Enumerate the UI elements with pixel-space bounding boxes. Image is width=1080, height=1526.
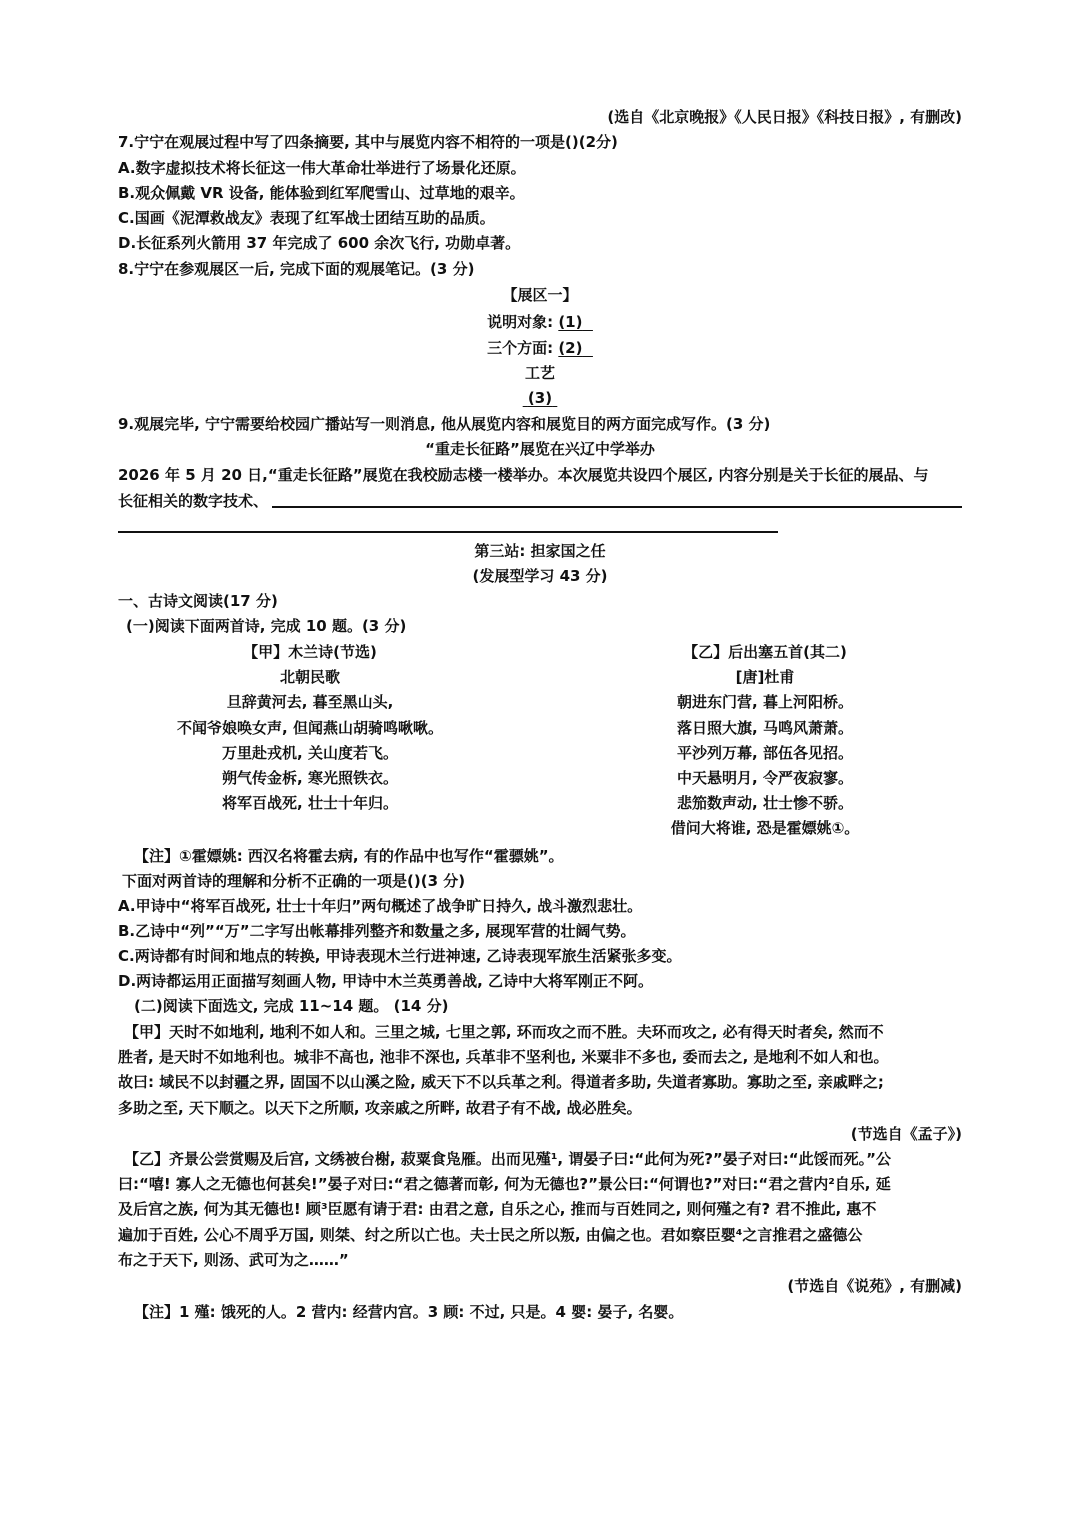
poem-jia-line: 旦辞黄河去, 暮至黑山头, bbox=[226, 693, 394, 712]
passage-jia-line: 胜者, 是天时不如地利也。城非不高也, 池非不深也, 兵革非不坚利也, 米粟非不多也, 委而去之, 是地利不如人和也。 bbox=[118, 1048, 889, 1066]
poem-yi-line: 朝进东门营, 暮上河阳桥。 bbox=[677, 693, 853, 712]
passage-jia-line: 【甲】天时不如地利, 地利不如人和。三里之城, 七里之郭, 环而攻之而不胜。夫环而攻之, 必有得天时者矣, 然而不 bbox=[124, 1023, 884, 1041]
q7-stem: 7.宁宁在观展过程中写了四条摘要, 其中与展览内容不相符的一项是()(2分) bbox=[118, 133, 618, 151]
q8-stem: 8.宁宁在参观展区一后, 完成下面的观展笔记。(3 分) bbox=[118, 260, 475, 278]
poem-yi-line: 借问大将谁, 恐是霍嫖姚①。 bbox=[670, 819, 860, 838]
poem-note: 【注】①霍嫖姚: 西汉名将霍去病, 有的作品中也写作“霍骠姚”。 bbox=[134, 847, 564, 865]
part-1-heading: (一)阅读下面两首诗, 完成 10 题。(3 分) bbox=[126, 617, 407, 635]
q9-stem: 9.观展完毕, 宁宁需要给校园广播站写一则消息, 他从展览内容和展览目的两方面完成写作。(3 分) bbox=[118, 415, 771, 433]
q10-option-d: D.两诗都运用正面描写刻画人物, 甲诗中木兰英勇善战, 乙诗中大将军刚正不阿。 bbox=[118, 972, 653, 990]
q8-object-label: 说明对象: bbox=[487, 313, 554, 331]
passage-jia-line: 故曰: 域民不以封疆之界, 固国不以山溪之险, 威天下不以兵革之利。得道者多助, 失道者寡助。寡助之至, 亲戚畔之; bbox=[118, 1073, 884, 1091]
passage-yi-line: 及后宫之族, 何为其无德也! 顾³臣愿有请于君: 由君之意, 自乐之心, 推而与百姓同之, 则何殣之有? 君不推此, 惠不 bbox=[118, 1200, 877, 1218]
q10-option-b: B.乙诗中“列”“万”二字写出帐幕排列整齐和数量之多, 展现军营的壮阔气势。 bbox=[118, 922, 636, 940]
poem-yi-line: 中天悬明月, 令严夜寂寥。 bbox=[677, 769, 853, 788]
poem-jia-line: 朔气传金柝, 寒光照铁衣。 bbox=[222, 769, 398, 788]
q7-option-b: B.观众佩戴 VR 设备, 能体验到红军爬雪山、过草地的艰辛。 bbox=[118, 184, 525, 202]
q10-option-c: C.两诗都有时间和地点的转换, 甲诗表现木兰行进神速, 乙诗表现军旅生活紧张多变。 bbox=[118, 947, 682, 965]
q8-aspects-row bbox=[0, 337, 1080, 359]
passage-jia-source: (节选自《孟子》) bbox=[850, 1125, 962, 1143]
station-title: 第三站: 担家国之任 bbox=[474, 542, 606, 560]
part-2-heading: (二)阅读下面选文, 完成 11~14 题。 (14 分) bbox=[134, 997, 449, 1015]
poem-jia-line: 万里赴戎机, 关山度若飞。 bbox=[222, 743, 398, 762]
q8-object-row bbox=[0, 311, 1080, 333]
q9-answer-line-1 bbox=[272, 506, 962, 508]
passage-yi-line: 【乙】齐景公尝赏赐及后宫, 文绣被台榭, 菽粟食凫雁。出而见殣¹, 谓晏子曰:“此何为死?”晏子对曰:“此馁而死。”公 bbox=[124, 1150, 891, 1168]
section-heading: 一、古诗文阅读(17 分) bbox=[118, 592, 278, 610]
q8-blank-1: (1) bbox=[558, 313, 583, 331]
poem-jia-line: 不闻爷娘唤女声, 但闻燕山胡骑鸣啾啾。 bbox=[177, 718, 443, 737]
q9-headline: “重走长征路”展览在兴辽中学举办 bbox=[425, 440, 655, 458]
poem-yi-title: 【乙】后出塞五首(其二) bbox=[683, 643, 847, 661]
q7-option-c: C.国画《泥潭救战友》表现了红军战士团结互助的品质。 bbox=[118, 209, 495, 227]
poem-yi-author: [唐]杜甫 bbox=[735, 668, 795, 687]
passage-note: 【注】1 殣: 饿死的人。2 营内: 经营内宫。3 顾: 不过, 只是。4 婴: 晏子, 名婴。 bbox=[134, 1303, 684, 1321]
station-subtitle: (发展型学习 43 分) bbox=[472, 567, 608, 585]
poem-yi-line: 平沙列万幕, 部伍各见招。 bbox=[677, 743, 853, 762]
passage-yi-line: 曰:“嘻! 寡人之无德也何甚矣!”晏子对曰:“君之德著而彰, 何为无德也?”景公曰:“何谓也?”对曰:“君之营内²自乐, 延 bbox=[118, 1175, 891, 1193]
passage-yi-source: (节选自《说苑》, 有删减) bbox=[787, 1277, 962, 1295]
q8-aspects-label: 三个方面: bbox=[487, 339, 554, 357]
q9-answer-line-2 bbox=[118, 531, 778, 533]
poem-yi-line: 悲笳数声动, 壮士惨不骄。 bbox=[677, 794, 853, 813]
source-citation: (选自《北京晚报》《人民日报》《科技日报》, 有删改) bbox=[607, 108, 962, 126]
q7-option-a: A.数字虚拟技术将长征这一伟大革命壮举进行了场景化还原。 bbox=[118, 159, 526, 177]
poem-yi bbox=[640, 640, 890, 842]
q10-stem: 下面对两首诗的理解和分析不正确的一项是()(3 分) bbox=[122, 872, 466, 890]
passage-yi-line: 遍加于百姓, 公心不周乎万国, 则桀、纣之所以亡也。夫士民之所以叛, 由偏之也。君如察臣婴⁴之言推君之盛德公 bbox=[118, 1226, 863, 1244]
q9-body-line-2: 长征相关的数字技术、 bbox=[118, 492, 269, 510]
poem-jia bbox=[150, 640, 470, 816]
poem-jia-line: 将军百战死, 壮士十年归。 bbox=[222, 794, 398, 813]
q8-area-title: 【展区一】 bbox=[502, 286, 578, 304]
passage-yi-line: 布之于天下, 则汤、武可为之……” bbox=[118, 1251, 349, 1269]
q9-body-line-1: 2026 年 5 月 20 日,“重走长征路”展览在我校励志楼一楼举办。本次展览共设四个展区, 内容分别是关于长征的展品、与 bbox=[118, 466, 929, 484]
poem-jia-title: 【甲】木兰诗(节选) bbox=[243, 643, 377, 661]
q10-option-a: A.甲诗中“将军百战死, 壮士十年归”两句概述了战争旷日持久, 战斗激烈悲壮。 bbox=[118, 897, 643, 915]
poem-yi-line: 落日照大旗, 马鸣风萧萧。 bbox=[677, 718, 853, 737]
q8-blank-2: (2) bbox=[558, 339, 583, 357]
q8-craft: 工艺 bbox=[524, 364, 555, 382]
poem-jia-author: 北朝民歌 bbox=[279, 668, 340, 687]
q8-blank-3: (3) bbox=[527, 389, 553, 407]
q8-blank-3-row bbox=[0, 387, 1080, 409]
passage-jia-line: 多助之至, 天下顺之。以天下之所顺, 攻亲戚之所畔, 故君子有不战, 战必胜矣。 bbox=[118, 1099, 642, 1117]
q7-option-d: D.长征系列火箭用 37 年完成了 600 余次飞行, 功勋卓著。 bbox=[118, 234, 521, 252]
